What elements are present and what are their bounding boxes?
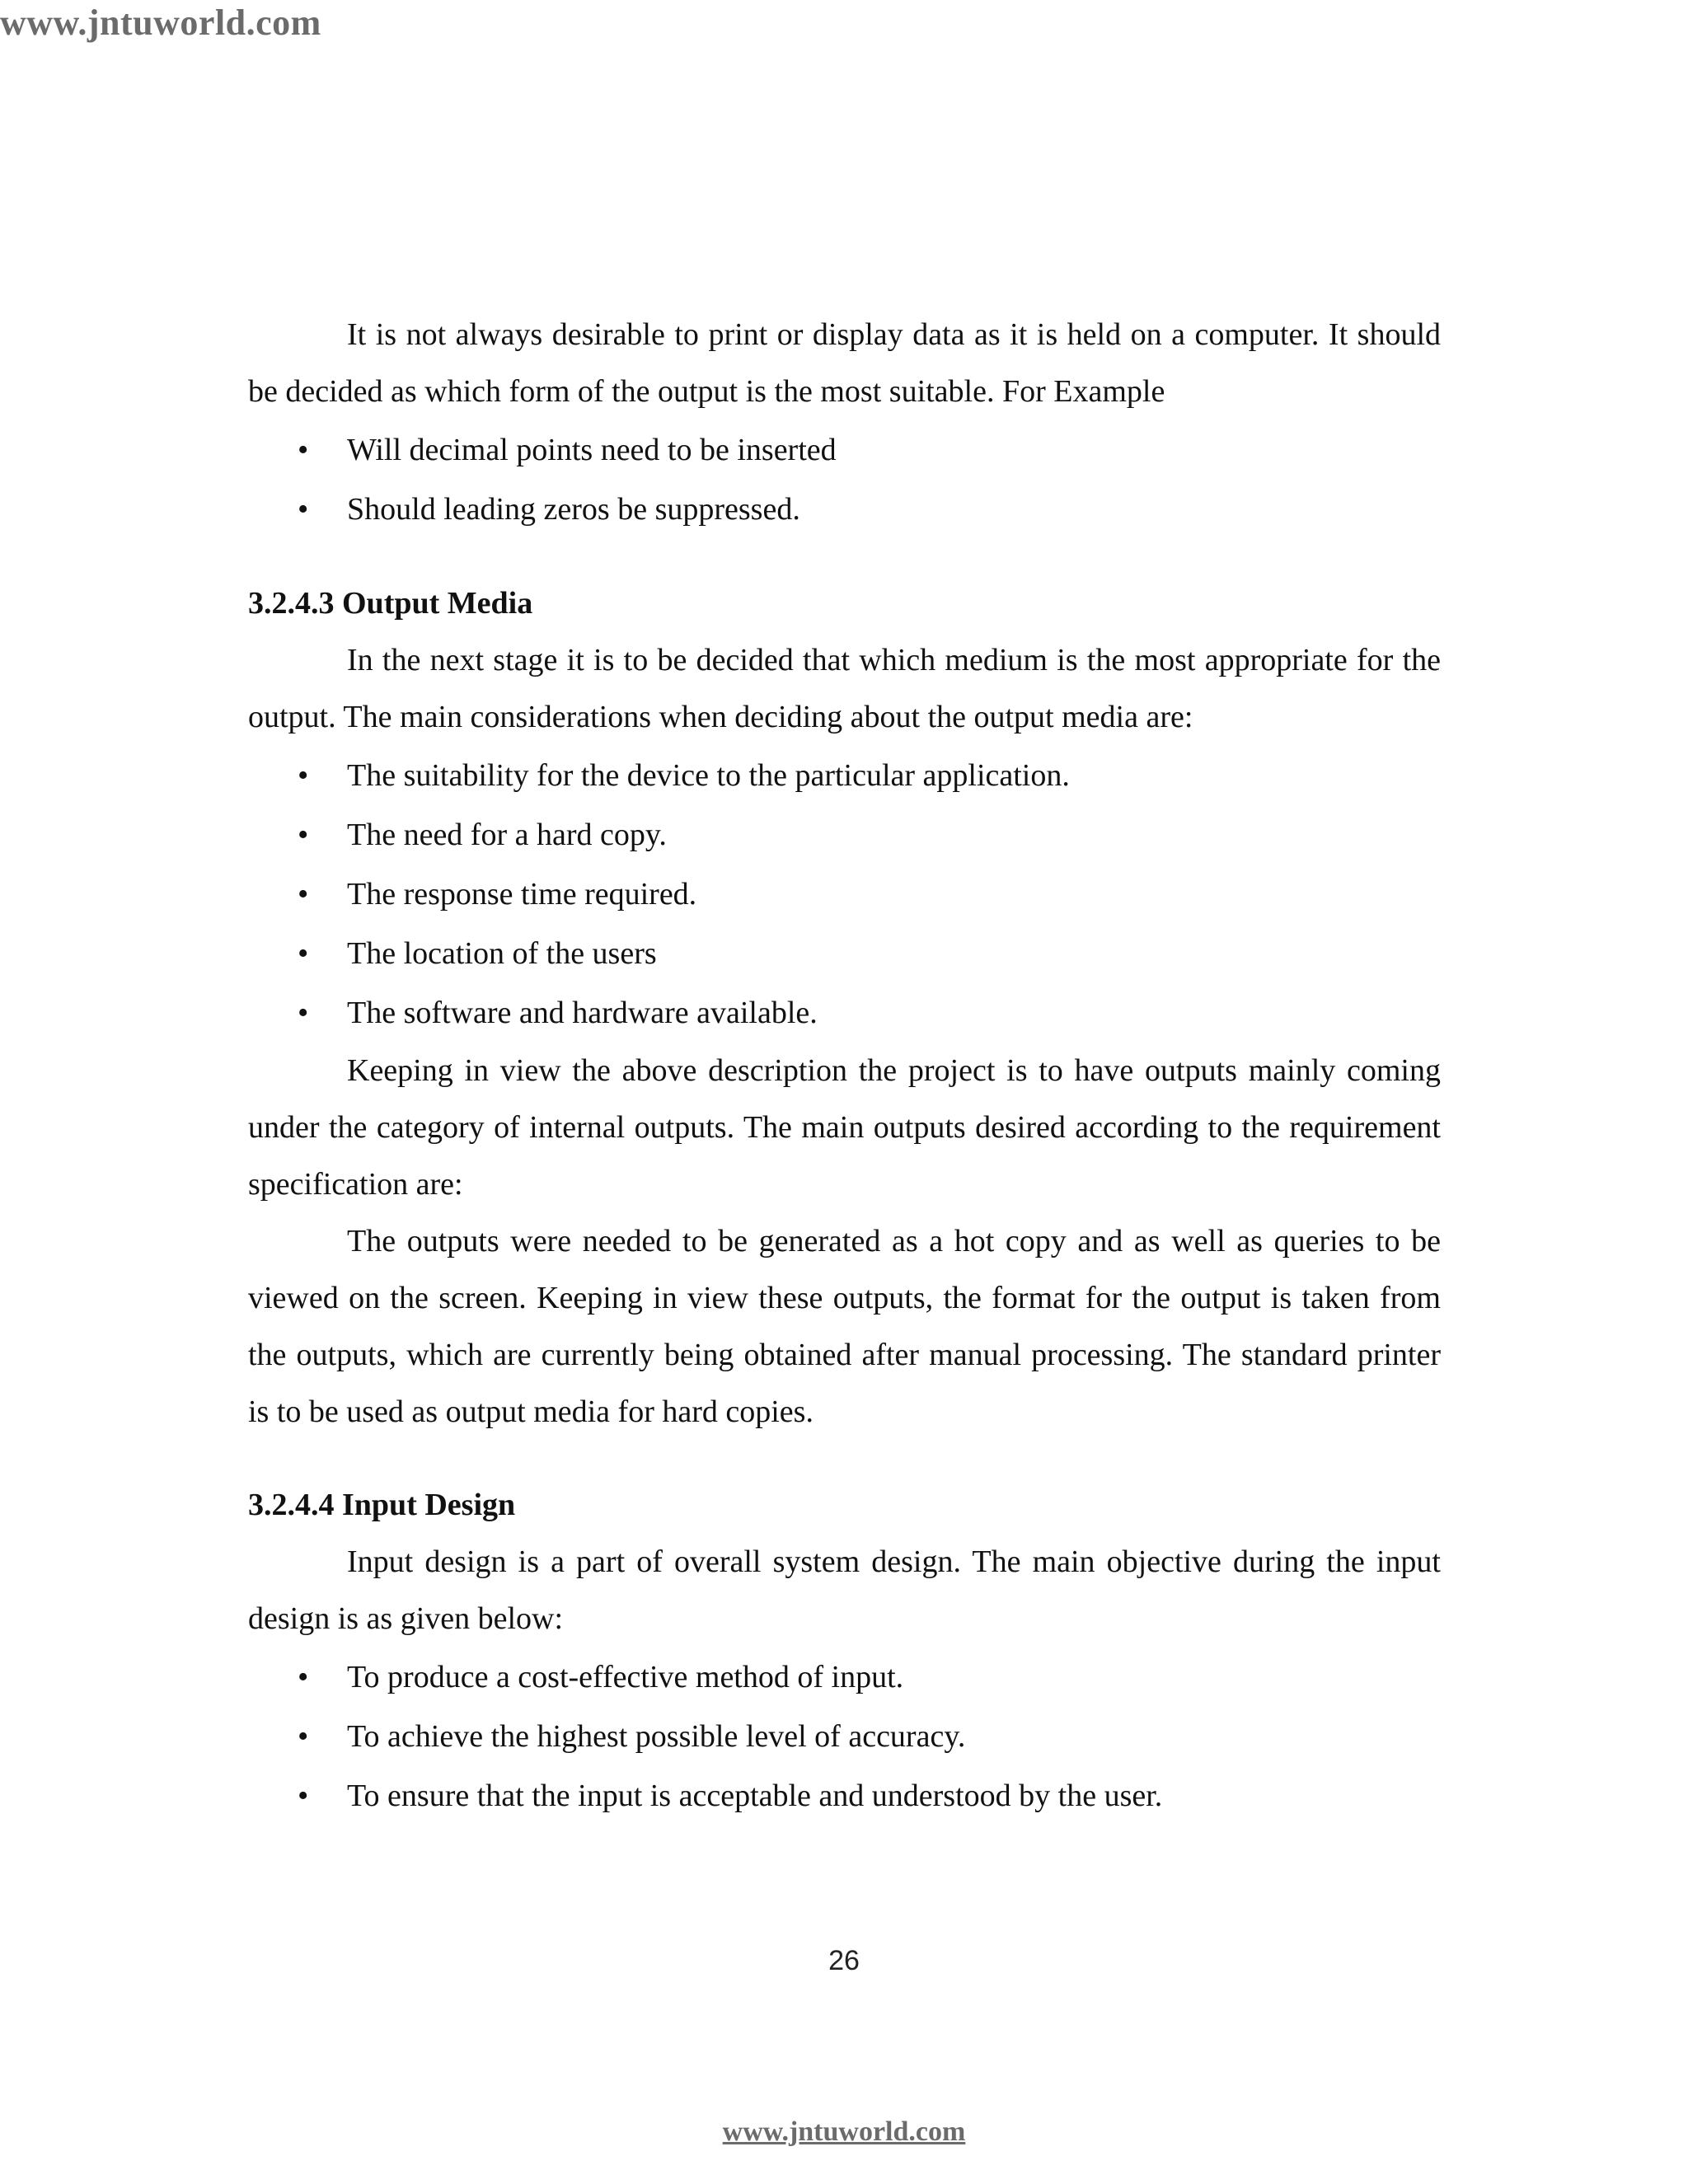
list-item: • To ensure that the input is acceptable and understood by the user. bbox=[248, 1766, 1441, 1825]
list-item: • The location of the users bbox=[248, 924, 1441, 983]
bullet-icon: • bbox=[298, 433, 309, 467]
bullet-icon: • bbox=[298, 936, 309, 971]
intro-paragraph: It is not always desirable to print or display data as it is held on a computer. It should be decided as which form of the output is the most suitable. For Example bbox=[248, 317, 1441, 409]
section-heading-input-design: 3.2.4.4 Input Design bbox=[248, 1488, 516, 1522]
list-item: • Will decimal points need to be inserted bbox=[248, 420, 1441, 480]
list-item: • To produce a cost-effective method of input. bbox=[248, 1647, 1441, 1707]
bullet-icon: • bbox=[298, 1779, 309, 1813]
bullet-icon: • bbox=[298, 492, 309, 527]
output-media-paragraph-2: Keeping in view the above description the project is to have outputs mainly coming under the category of internal outputs. The main outputs desired according to the requirement specification are: bbox=[248, 1053, 1441, 1202]
section-heading-output-media: 3.2.4.3 Output Media bbox=[248, 586, 533, 621]
input-design-paragraph: Input design is a part of overall system design. The main objective during the input design is as given below: bbox=[248, 1544, 1441, 1636]
input-design-bullet-list bbox=[248, 1647, 1441, 1825]
bullet-icon: • bbox=[298, 1660, 309, 1694]
bullet-icon: • bbox=[298, 877, 309, 912]
list-item: • Should leading zeros be suppressed. bbox=[248, 480, 1441, 539]
intro-bullet-list bbox=[248, 420, 1441, 539]
page-number: 26 bbox=[828, 1945, 860, 1976]
list-item: • The software and hardware available. bbox=[248, 983, 1441, 1043]
list-item: • The suitability for the device to the particular application. bbox=[248, 746, 1441, 805]
output-media-paragraph-3: The outputs were needed to be generated as a hot copy and as well as queries to be viewed on the screen. Keeping in view these outputs, the format for the output is taken from the outputs, which are currently being obtained after manual processing. The standard printer is to be used as output media for hard copies. bbox=[248, 1224, 1441, 1429]
output-media-bullet-list bbox=[248, 746, 1441, 1043]
watermark-bottom-link[interactable]: www.jntuworld.com bbox=[722, 2116, 966, 2147]
list-item: • The response time required. bbox=[248, 865, 1441, 924]
bullet-icon: • bbox=[298, 1719, 309, 1754]
list-item: • To achieve the highest possible level of accuracy. bbox=[248, 1707, 1441, 1766]
output-media-paragraph: In the next stage it is to be decided that which medium is the most appropriate for the output. The main considerations when deciding about the output media are: bbox=[248, 643, 1441, 734]
bullet-icon: • bbox=[298, 758, 309, 793]
watermark-top: www.jntuworld.com bbox=[0, 2, 321, 43]
bullet-icon: • bbox=[298, 996, 309, 1030]
bullet-icon: • bbox=[298, 818, 309, 852]
list-item: • The need for a hard copy. bbox=[248, 805, 1441, 865]
document-body bbox=[248, 307, 1441, 1825]
